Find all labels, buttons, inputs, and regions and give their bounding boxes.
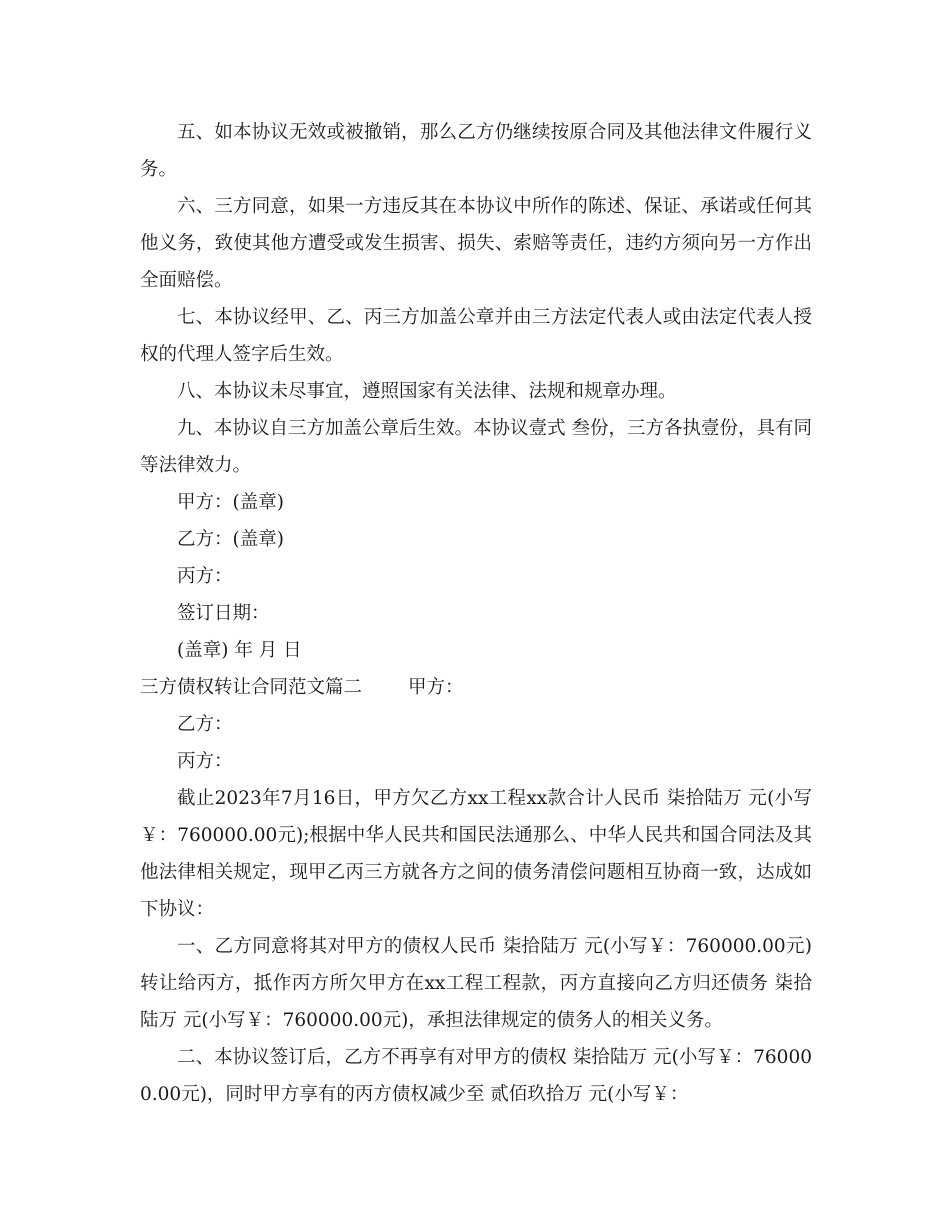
clause-7: 七、本协议经甲、乙、丙三方加盖公章并由三方法定代表人或由法定代表人授权的代理人签字后生效。 [140, 307, 812, 365]
clause-6: 六、三方同意，如果一方违反其在本协议中所作的陈述、保证、承诺或任何其他义务，致使其他方遭受或发生损害、损失、索赔等责任，违约方须向另一方作出全面赔偿。 [140, 196, 812, 291]
clause-8: 八、本协议未尽事宜，遵照国家有关法律、法规和规章办理。 [177, 381, 677, 402]
clause-5: 五、如本协议无效或被撤销，那么乙方仍继续按原合同及其他法律文件履行义务。 [140, 122, 812, 180]
clause-9: 九、本协议自三方加盖公章后生效。本协议壹式 叁份，三方各执壹份，具有同等法律效力。 [140, 418, 812, 476]
part2-clause-1: 一、乙方同意将其对甲方的债权人民币 柒拾陆万 元(小写￥：760000.00元)转让给丙方，抵作丙方所欠甲方在xx工程工程款，丙方直接向乙方归还债务 柒拾陆万 元(小写￥：760000.00元)，承担法律规定的债务人的相关义务。 [140, 936, 812, 1031]
part2-party-b: 乙方： [177, 714, 233, 735]
signature-party-b: 乙方：(盖章) [177, 529, 284, 550]
part2-clause-2: 二、本协议签订后，乙方不再享有对甲方的债权 柒拾陆万 元(小写￥：760000.00元)，同时甲方享有的丙方债权减少至 贰佰玖拾万 元(小写￥： [140, 1047, 812, 1105]
section-title: 三方债权转让合同范文篇二 [140, 677, 363, 698]
part2-party-c: 丙方： [177, 751, 233, 772]
signature-party-a: 甲方：(盖章) [177, 492, 284, 513]
signing-date: 签订日期： [177, 603, 270, 624]
document-body [140, 114, 812, 1113]
signature-party-c: 丙方： [177, 566, 233, 587]
seal-date: (盖章) 年 月 日 [177, 640, 302, 661]
section-heading-row [140, 669, 812, 706]
part2-party-a: 甲方： [408, 677, 464, 698]
preamble: 截止2023年7月16日，甲方欠乙方xx工程xx款合计人民币 柒拾陆万 元(小写￥：760000.00元);根据中华人民共和国民法通那么、中华人民共和国合同法及其他法律相关规定，现甲乙丙三方就各方之间的债务清偿问题相互协商一致，达成如下协议： [140, 788, 812, 920]
